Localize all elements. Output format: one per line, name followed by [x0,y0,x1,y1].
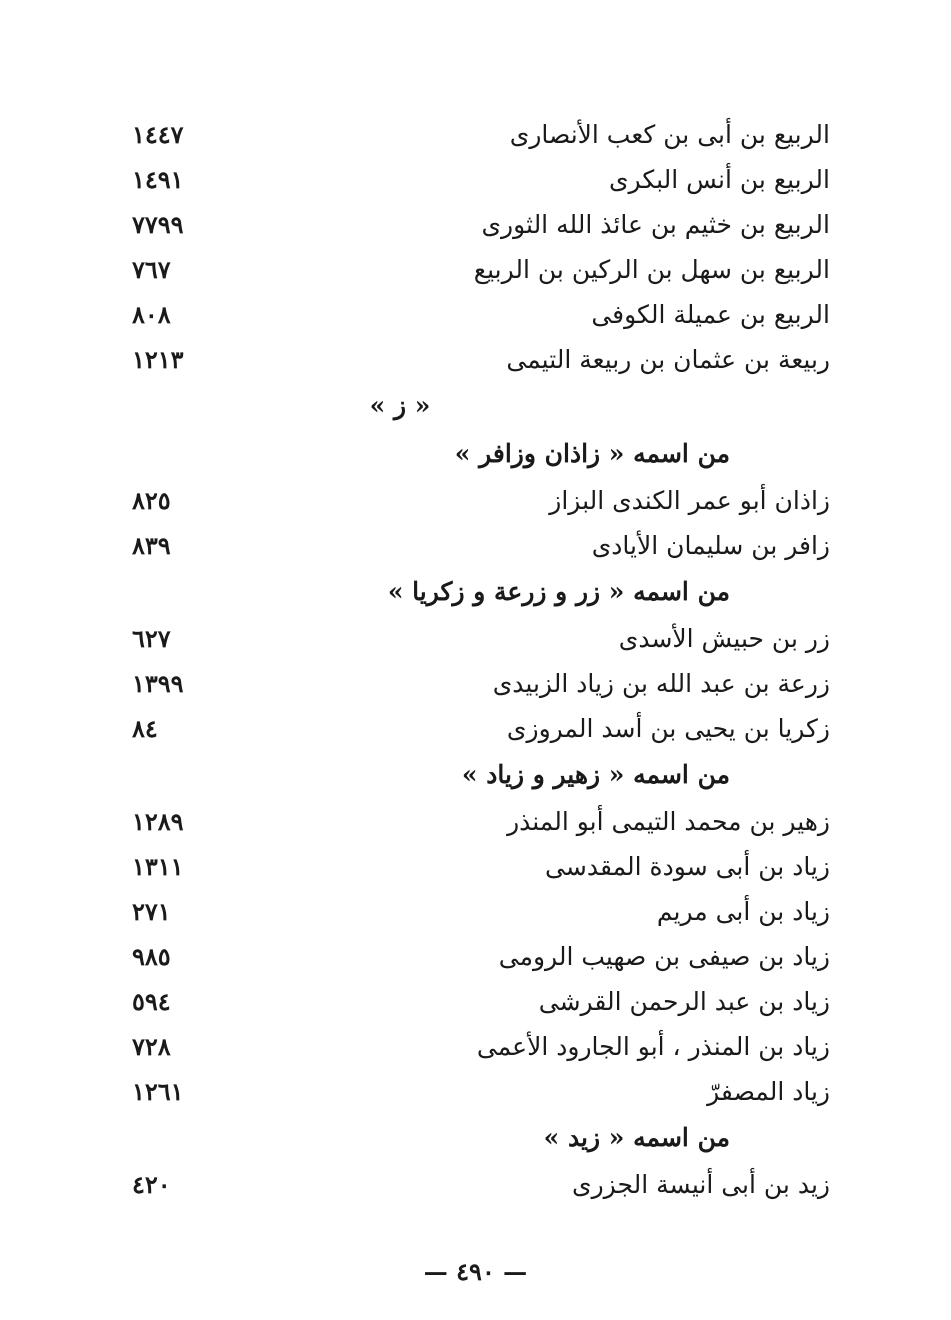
index-entry [120,844,830,889]
index-entry [120,616,830,661]
index-entry [120,1024,830,1069]
index-entry [120,934,830,979]
index-entry [120,1162,830,1207]
entry-name: الربيع بن أنس البكرى [608,165,830,194]
index-entry [120,889,830,934]
entry-number: ١٣٩٩ [132,669,184,698]
entry-number: ٧٦٧ [132,255,171,284]
entry-number: ٨٢٥ [132,486,171,515]
entry-name: زكريا بن يحيى بن أسد المروزى [506,714,830,743]
index-entry [120,523,830,568]
entry-number: ١٢٦١ [132,1077,184,1106]
index-entry [120,661,830,706]
index-entry [120,979,830,1024]
index-entry [120,478,830,523]
entry-name: زهير بن محمد التيمى أبو المنذر [507,807,830,836]
section-heading: من اسمه « زر و زرعة و زكريا » [387,577,730,606]
entry-number: ٩٨٥ [132,942,171,971]
index-entry [120,202,830,247]
entry-number: ٨٠٨ [132,300,171,329]
entry-name: زياد بن أبى مريم [656,897,830,926]
section-heading: من اسمه « زيد » [543,1123,730,1152]
entry-name: زر بن حبيش الأسدى [618,624,830,653]
entry-name: زافر بن سليمان الأيادى [591,531,830,560]
entry-name: الربيع بن عميلة الكوفى [591,300,830,329]
entry-number: ٨٤ [132,714,158,743]
page-number: — ٤٩٠ — [423,1257,528,1286]
entry-name: زيد بن أبى أنيسة الجزرى [572,1170,830,1199]
index-entry [120,247,830,292]
section-heading: من اسمه « زهير و زياد » [461,760,730,789]
index-entry [120,157,830,202]
entry-name: الربيع بن أبى بن كعب الأنصارى [509,120,830,149]
entry-name: زياد بن أبى سودة المقدسى [545,852,830,881]
entry-number: ١٤٤٧ [132,120,184,149]
entry-name: زياد بن عبد الرحمن القرشى [538,987,830,1016]
entry-number: ١٢١٣ [132,345,184,374]
entry-number: ٤٢٠ [132,1170,171,1199]
entry-name: الربيع بن سهل بن الركين بن الربيع [473,255,830,284]
entry-name: زياد بن المنذر ، أبو الجارود الأعمى [476,1032,830,1061]
index-entry [120,112,830,157]
index-entry [120,799,830,844]
entry-number: ٧٧٩٩ [132,210,184,239]
index-list [120,112,830,1207]
entry-name: زرعة بن عبد الله بن زياد الزبيدى [492,669,830,698]
entry-number: ١٣١١ [132,852,184,881]
index-entry [120,706,830,751]
entry-number: ٨٣٩ [132,531,171,560]
entry-name: زياد بن صيفى بن صهيب الرومى [498,942,830,971]
letter-heading: « ز » [369,391,431,420]
entry-number: ٢٧١ [132,897,171,926]
section-heading: من اسمه « زاذان وزافر » [454,439,730,468]
entry-number: ١٢٨٩ [132,807,184,836]
index-entry [120,1069,830,1114]
index-entry [120,292,830,337]
entry-number: ٧٢٨ [132,1032,171,1061]
entry-name: ربيعة بن عثمان بن ربيعة التيمى [506,345,830,374]
entry-number: ١٤٩١ [132,165,184,194]
entry-number: ٦٢٧ [132,624,171,653]
index-entry [120,337,830,382]
entry-name: الربيع بن خثيم بن عائذ الله الثورى [481,210,830,239]
entry-name: زاذان أبو عمر الكندى البزاز [549,486,830,515]
entry-name: زياد المصفرّ [707,1077,830,1106]
entry-number: ٥٩٤ [132,987,171,1016]
